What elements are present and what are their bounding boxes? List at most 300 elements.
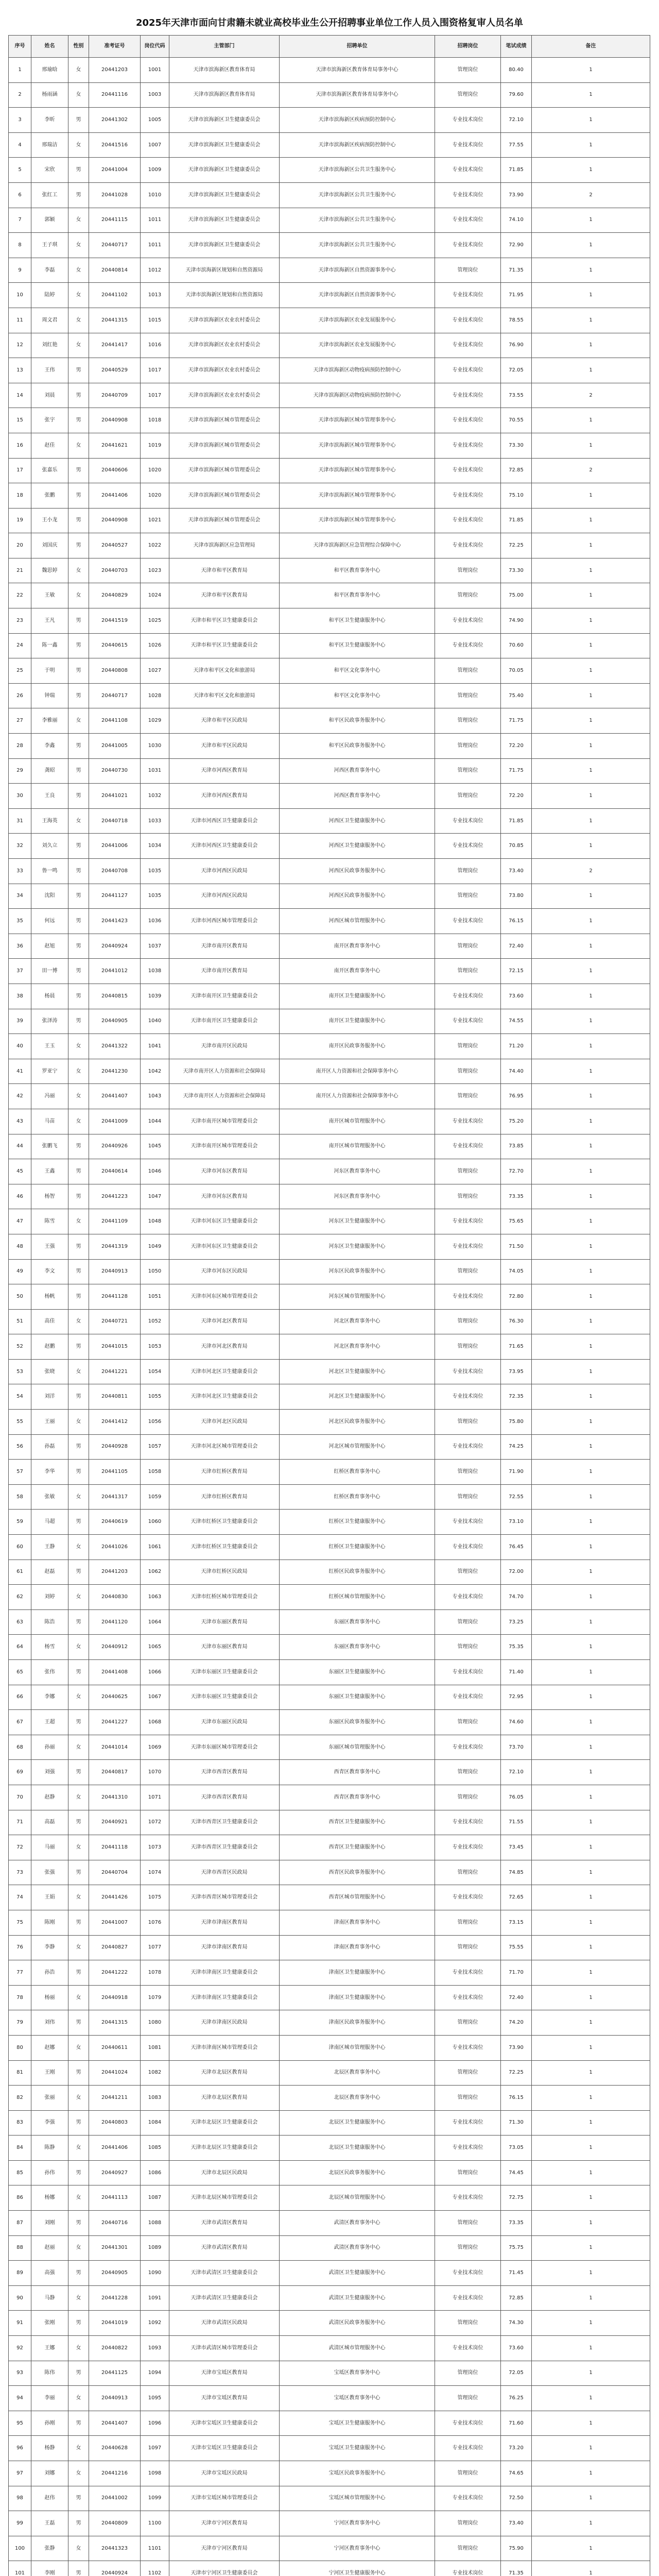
row-name: 李文 bbox=[31, 1259, 68, 1284]
row-index: 61 bbox=[9, 1560, 31, 1585]
row-name: 马超 bbox=[31, 1510, 68, 1535]
table-row bbox=[9, 884, 650, 909]
table-row bbox=[9, 2035, 650, 2060]
table-row bbox=[9, 433, 650, 458]
table-row bbox=[9, 1560, 650, 1585]
row-index: 1 bbox=[9, 58, 31, 83]
row-score: 75.40 bbox=[501, 683, 532, 708]
row-index: 30 bbox=[9, 784, 31, 809]
row-position: 专业技术岗位 bbox=[435, 1510, 501, 1535]
row-department: 天津市东丽区教育局 bbox=[169, 1635, 280, 1660]
row-name: 王超 bbox=[31, 1710, 68, 1735]
table-row bbox=[9, 658, 650, 684]
row-employer: 津南区卫生健康服务中心 bbox=[280, 1960, 435, 1986]
row-index: 9 bbox=[9, 258, 31, 283]
table-row bbox=[9, 2536, 650, 2561]
row-index: 68 bbox=[9, 1735, 31, 1760]
row-index: 92 bbox=[9, 2336, 31, 2361]
row-score: 73.80 bbox=[501, 884, 532, 909]
row-index: 17 bbox=[9, 458, 31, 483]
row-employer: 河西区城市管理服务中心 bbox=[280, 909, 435, 934]
row-position: 管理岗位 bbox=[435, 1084, 501, 1109]
row-index: 96 bbox=[9, 2436, 31, 2461]
row-post-code: 1036 bbox=[141, 909, 169, 934]
row-exam-number: 20441109 bbox=[89, 1209, 141, 1234]
row-gender: 男 bbox=[68, 1384, 89, 1410]
row-position: 管理岗位 bbox=[435, 1785, 501, 1810]
row-gender: 男 bbox=[68, 909, 89, 934]
row-gender: 男 bbox=[68, 358, 89, 383]
row-index: 3 bbox=[9, 108, 31, 133]
row-index: 97 bbox=[9, 2461, 31, 2486]
row-position: 专业技术岗位 bbox=[435, 1384, 501, 1410]
table-row bbox=[9, 458, 650, 483]
row-name: 田一博 bbox=[31, 959, 68, 984]
row-exam-number: 20441007 bbox=[89, 1910, 141, 1935]
row-employer: 宝坻区教育事务中心 bbox=[280, 2361, 435, 2386]
row-position: 管理岗位 bbox=[435, 734, 501, 759]
row-gender: 女 bbox=[68, 1359, 89, 1384]
row-remark: 1 bbox=[532, 2311, 650, 2336]
row-name: 赵旭 bbox=[31, 934, 68, 959]
row-employer: 宝坻区卫生健康服务中心 bbox=[280, 2436, 435, 2461]
row-name: 赵佳 bbox=[31, 433, 68, 458]
row-remark: 1 bbox=[532, 1359, 650, 1384]
row-gender: 男 bbox=[68, 383, 89, 408]
row-department: 天津市西青区城市管理委员会 bbox=[169, 1885, 280, 1910]
table-row bbox=[9, 1810, 650, 1835]
row-name: 杨雨涵 bbox=[31, 82, 68, 108]
row-employer: 西青区教育事务中心 bbox=[280, 1785, 435, 1810]
table-row bbox=[9, 2010, 650, 2036]
row-name: 王丽 bbox=[31, 1410, 68, 1435]
row-gender: 男 bbox=[68, 182, 89, 208]
table-row bbox=[9, 1885, 650, 1910]
row-gender: 男 bbox=[68, 1159, 89, 1184]
row-exam-number: 20440924 bbox=[89, 934, 141, 959]
table-row bbox=[9, 2136, 650, 2161]
row-remark: 1 bbox=[532, 834, 650, 859]
row-exam-number: 20440619 bbox=[89, 1510, 141, 1535]
row-name: 刘红艳 bbox=[31, 333, 68, 358]
row-post-code: 1029 bbox=[141, 708, 169, 734]
candidate-table bbox=[8, 35, 650, 2576]
row-exam-number: 20441002 bbox=[89, 2486, 141, 2511]
row-post-code: 1028 bbox=[141, 683, 169, 708]
row-post-code: 1042 bbox=[141, 1059, 169, 1084]
row-position: 管理岗位 bbox=[435, 1460, 501, 1485]
row-gender: 女 bbox=[68, 1935, 89, 1960]
row-position: 专业技术岗位 bbox=[435, 158, 501, 183]
row-employer: 东丽区卫生健康服务中心 bbox=[280, 1685, 435, 1710]
row-department: 天津市和平区卫生健康委员会 bbox=[169, 633, 280, 658]
row-index: 7 bbox=[9, 208, 31, 233]
row-remark: 1 bbox=[532, 1209, 650, 1234]
row-index: 86 bbox=[9, 2185, 31, 2211]
row-department: 天津市宁河区教育局 bbox=[169, 2536, 280, 2561]
row-post-code: 1047 bbox=[141, 1184, 169, 1209]
row-department: 天津市红桥区民政局 bbox=[169, 1560, 280, 1585]
row-post-code: 1048 bbox=[141, 1209, 169, 1234]
row-employer: 河西区民政事务服务中心 bbox=[280, 884, 435, 909]
row-post-code: 1035 bbox=[141, 859, 169, 884]
row-department: 天津市津南区教育局 bbox=[169, 1935, 280, 1960]
row-employer: 天津市滨海新区自然资源事务中心 bbox=[280, 258, 435, 283]
row-position: 管理岗位 bbox=[435, 1410, 501, 1435]
row-score: 73.30 bbox=[501, 433, 532, 458]
row-score: 72.70 bbox=[501, 1159, 532, 1184]
row-post-code: 1069 bbox=[141, 1735, 169, 1760]
header-post-code: 岗位代码 bbox=[141, 36, 169, 58]
table-row bbox=[9, 1985, 650, 2010]
row-department: 天津市和平区文化和旅游局 bbox=[169, 683, 280, 708]
row-name: 宋欣 bbox=[31, 158, 68, 183]
row-post-code: 1061 bbox=[141, 1535, 169, 1560]
row-index: 54 bbox=[9, 1384, 31, 1410]
row-exam-number: 20440614 bbox=[89, 1159, 141, 1184]
row-name: 魏思婷 bbox=[31, 558, 68, 583]
row-gender: 男 bbox=[68, 1234, 89, 1259]
row-post-code: 1020 bbox=[141, 458, 169, 483]
row-employer: 天津市滨海新区公共卫生服务中心 bbox=[280, 233, 435, 258]
row-post-code: 1007 bbox=[141, 132, 169, 158]
row-exam-number: 20441024 bbox=[89, 2060, 141, 2086]
row-remark: 1 bbox=[532, 1935, 650, 1960]
row-gender: 男 bbox=[68, 2010, 89, 2036]
header-remark: 备注 bbox=[532, 36, 650, 58]
row-gender: 男 bbox=[68, 1009, 89, 1034]
row-exam-number: 20441116 bbox=[89, 82, 141, 108]
row-name: 马静 bbox=[31, 2285, 68, 2311]
row-score: 72.55 bbox=[501, 1484, 532, 1510]
row-exam-number: 20441417 bbox=[89, 333, 141, 358]
row-score: 76.25 bbox=[501, 2386, 532, 2411]
table-row bbox=[9, 1860, 650, 1885]
row-gender: 男 bbox=[68, 984, 89, 1009]
row-remark: 1 bbox=[532, 1910, 650, 1935]
row-department: 天津市西青区民政局 bbox=[169, 1860, 280, 1885]
row-score: 71.95 bbox=[501, 283, 532, 308]
row-employer: 西青区卫生健康服务中心 bbox=[280, 1810, 435, 1835]
table-row bbox=[9, 158, 650, 183]
row-name: 钟瑞 bbox=[31, 683, 68, 708]
row-remark: 1 bbox=[532, 2185, 650, 2211]
row-post-code: 1089 bbox=[141, 2235, 169, 2261]
table-row bbox=[9, 2486, 650, 2511]
table-row bbox=[9, 483, 650, 509]
row-department: 天津市南开区卫生健康委员会 bbox=[169, 1009, 280, 1034]
row-name: 李刚 bbox=[31, 2561, 68, 2576]
row-department: 天津市宁河区卫生健康委员会 bbox=[169, 2561, 280, 2576]
table-row bbox=[9, 108, 650, 133]
row-exam-number: 20441519 bbox=[89, 608, 141, 634]
row-position: 管理岗位 bbox=[435, 2536, 501, 2561]
row-score: 72.15 bbox=[501, 959, 532, 984]
table-row bbox=[9, 1410, 650, 1435]
row-score: 75.35 bbox=[501, 1635, 532, 1660]
row-position: 管理岗位 bbox=[435, 1059, 501, 1084]
row-score: 71.60 bbox=[501, 2411, 532, 2436]
row-employer: 和平区民政事务服务中心 bbox=[280, 708, 435, 734]
row-post-code: 1090 bbox=[141, 2261, 169, 2286]
row-index: 18 bbox=[9, 483, 31, 509]
row-score: 75.55 bbox=[501, 1935, 532, 1960]
row-exam-number: 20441118 bbox=[89, 1835, 141, 1860]
row-name: 陈伟 bbox=[31, 2361, 68, 2386]
row-post-code: 1099 bbox=[141, 2486, 169, 2511]
row-name: 张静 bbox=[31, 2536, 68, 2561]
row-index: 78 bbox=[9, 1985, 31, 2010]
row-employer: 红桥区卫生健康服务中心 bbox=[280, 1510, 435, 1535]
row-employer: 宝坻区城市管理服务中心 bbox=[280, 2486, 435, 2511]
row-department: 天津市北辰区卫生健康委员会 bbox=[169, 2136, 280, 2161]
table-row bbox=[9, 1334, 650, 1360]
row-post-code: 1082 bbox=[141, 2060, 169, 2086]
row-index: 35 bbox=[9, 909, 31, 934]
row-employer: 河北区教育事务中心 bbox=[280, 1309, 435, 1334]
row-exam-number: 20441222 bbox=[89, 1960, 141, 1986]
row-index: 74 bbox=[9, 1885, 31, 1910]
row-index: 56 bbox=[9, 1434, 31, 1460]
row-exam-number: 20440704 bbox=[89, 1860, 141, 1885]
table-row bbox=[9, 308, 650, 333]
row-exam-number: 20441009 bbox=[89, 1109, 141, 1134]
row-index: 20 bbox=[9, 533, 31, 558]
row-department: 天津市河北区城市管理委员会 bbox=[169, 1434, 280, 1460]
row-remark: 1 bbox=[532, 2136, 650, 2161]
row-name: 李鑫 bbox=[31, 734, 68, 759]
row-exam-number: 20441115 bbox=[89, 208, 141, 233]
row-position: 专业技术岗位 bbox=[435, 533, 501, 558]
row-employer: 河东区卫生健康服务中心 bbox=[280, 1209, 435, 1234]
row-employer: 红桥区教育事务中心 bbox=[280, 1484, 435, 1510]
row-department: 天津市河东区教育局 bbox=[169, 1184, 280, 1209]
row-post-code: 1063 bbox=[141, 1585, 169, 1610]
row-department: 天津市滨海新区卫生健康委员会 bbox=[169, 208, 280, 233]
row-position: 管理岗位 bbox=[435, 1710, 501, 1735]
row-name: 刘洋 bbox=[31, 1384, 68, 1410]
row-remark: 1 bbox=[532, 2486, 650, 2511]
row-gender: 男 bbox=[68, 2160, 89, 2185]
row-remark: 2 bbox=[532, 383, 650, 408]
row-gender: 男 bbox=[68, 633, 89, 658]
row-exam-number: 20441004 bbox=[89, 158, 141, 183]
row-score: 72.40 bbox=[501, 934, 532, 959]
row-index: 85 bbox=[9, 2160, 31, 2185]
row-exam-number: 20440829 bbox=[89, 583, 141, 608]
row-remark: 2 bbox=[532, 859, 650, 884]
row-remark: 1 bbox=[532, 108, 650, 133]
row-index: 53 bbox=[9, 1359, 31, 1384]
row-index: 98 bbox=[9, 2486, 31, 2511]
row-index: 12 bbox=[9, 333, 31, 358]
row-index: 33 bbox=[9, 859, 31, 884]
row-score: 76.95 bbox=[501, 1084, 532, 1109]
row-gender: 女 bbox=[68, 1410, 89, 1435]
row-employer: 津南区教育事务中心 bbox=[280, 1910, 435, 1935]
row-exam-number: 20440716 bbox=[89, 2211, 141, 2236]
row-department: 天津市红桥区卫生健康委员会 bbox=[169, 1535, 280, 1560]
row-score: 73.30 bbox=[501, 558, 532, 583]
row-remark: 1 bbox=[532, 1510, 650, 1535]
row-position: 管理岗位 bbox=[435, 934, 501, 959]
row-score: 72.95 bbox=[501, 1685, 532, 1710]
row-name: 李磊 bbox=[31, 258, 68, 283]
row-position: 管理岗位 bbox=[435, 258, 501, 283]
row-position: 管理岗位 bbox=[435, 558, 501, 583]
row-post-code: 1100 bbox=[141, 2511, 169, 2536]
row-gender: 女 bbox=[68, 1109, 89, 1134]
row-score: 73.70 bbox=[501, 1735, 532, 1760]
row-gender: 男 bbox=[68, 758, 89, 784]
row-name: 张宇 bbox=[31, 408, 68, 433]
row-department: 天津市津南区民政局 bbox=[169, 2010, 280, 2036]
row-score: 75.10 bbox=[501, 483, 532, 509]
row-employer: 天津市滨海新区疾病预防控制中心 bbox=[280, 132, 435, 158]
row-remark: 1 bbox=[532, 2461, 650, 2486]
row-position: 专业技术岗位 bbox=[435, 408, 501, 433]
row-score: 78.55 bbox=[501, 308, 532, 333]
row-position: 管理岗位 bbox=[435, 58, 501, 83]
row-employer: 南开区民政事务服务中心 bbox=[280, 1034, 435, 1059]
row-name: 王伟 bbox=[31, 358, 68, 383]
row-post-code: 1094 bbox=[141, 2361, 169, 2386]
row-index: 2 bbox=[9, 82, 31, 108]
row-name: 邢瑞洁 bbox=[31, 132, 68, 158]
row-employer: 宝坻区民政事务服务中心 bbox=[280, 2461, 435, 2486]
row-index: 4 bbox=[9, 132, 31, 158]
row-department: 天津市滨海新区城市管理委员会 bbox=[169, 408, 280, 433]
row-remark: 1 bbox=[532, 959, 650, 984]
row-employer: 天津市滨海新区城市管理事务中心 bbox=[280, 408, 435, 433]
row-gender: 女 bbox=[68, 433, 89, 458]
row-employer: 北辰区卫生健康服务中心 bbox=[280, 2136, 435, 2161]
row-name: 孙刚 bbox=[31, 2411, 68, 2436]
row-department: 天津市津南区教育局 bbox=[169, 1910, 280, 1935]
row-position: 管理岗位 bbox=[435, 2086, 501, 2111]
row-score: 73.85 bbox=[501, 1134, 532, 1159]
row-department: 天津市南开区人力资源和社会保障局 bbox=[169, 1059, 280, 1084]
row-name: 刘伟 bbox=[31, 2010, 68, 2036]
row-employer: 南开区教育事务中心 bbox=[280, 934, 435, 959]
row-post-code: 1062 bbox=[141, 1560, 169, 1585]
row-remark: 1 bbox=[532, 1560, 650, 1585]
row-remark: 1 bbox=[532, 1259, 650, 1284]
row-score: 71.20 bbox=[501, 1034, 532, 1059]
row-gender: 女 bbox=[68, 333, 89, 358]
row-position: 管理岗位 bbox=[435, 658, 501, 684]
row-score: 72.40 bbox=[501, 1985, 532, 2010]
row-score: 71.35 bbox=[501, 258, 532, 283]
table-row bbox=[9, 959, 650, 984]
table-row bbox=[9, 1660, 650, 1685]
row-post-code: 1088 bbox=[141, 2211, 169, 2236]
row-gender: 女 bbox=[68, 208, 89, 233]
row-index: 29 bbox=[9, 758, 31, 784]
row-post-code: 1066 bbox=[141, 1660, 169, 1685]
row-department: 天津市和平区卫生健康委员会 bbox=[169, 608, 280, 634]
row-position: 管理岗位 bbox=[435, 859, 501, 884]
row-name: 王鑫 bbox=[31, 1159, 68, 1184]
row-remark: 1 bbox=[532, 1059, 650, 1084]
row-employer: 西青区民政事务服务中心 bbox=[280, 1860, 435, 1885]
row-employer: 南开区城市管理服务中心 bbox=[280, 1134, 435, 1159]
row-index: 67 bbox=[9, 1710, 31, 1735]
row-index: 46 bbox=[9, 1184, 31, 1209]
row-name: 王磊 bbox=[31, 2511, 68, 2536]
row-post-code: 1067 bbox=[141, 1685, 169, 1710]
row-remark: 1 bbox=[532, 258, 650, 283]
row-index: 38 bbox=[9, 984, 31, 1009]
table-row bbox=[9, 2511, 650, 2536]
row-exam-number: 20441319 bbox=[89, 1234, 141, 1259]
row-name: 王子琪 bbox=[31, 233, 68, 258]
row-position: 管理岗位 bbox=[435, 1935, 501, 1960]
row-remark: 1 bbox=[532, 2411, 650, 2436]
row-remark: 1 bbox=[532, 2261, 650, 2286]
row-position: 专业技术岗位 bbox=[435, 2285, 501, 2311]
row-employer: 天津市滨海新区教育体育局事务中心 bbox=[280, 58, 435, 83]
row-score: 73.35 bbox=[501, 1184, 532, 1209]
row-position: 管理岗位 bbox=[435, 2060, 501, 2086]
row-position: 专业技术岗位 bbox=[435, 2110, 501, 2136]
row-post-code: 1064 bbox=[141, 1609, 169, 1635]
row-remark: 1 bbox=[532, 558, 650, 583]
row-score: 70.05 bbox=[501, 658, 532, 684]
row-remark: 1 bbox=[532, 433, 650, 458]
row-post-code: 1022 bbox=[141, 533, 169, 558]
row-exam-number: 20441412 bbox=[89, 1410, 141, 1435]
row-department: 天津市和平区民政局 bbox=[169, 708, 280, 734]
table-row bbox=[9, 1359, 650, 1384]
row-score: 72.25 bbox=[501, 533, 532, 558]
row-remark: 1 bbox=[532, 1134, 650, 1159]
row-index: 40 bbox=[9, 1034, 31, 1059]
row-name: 王良 bbox=[31, 784, 68, 809]
row-department: 天津市和平区民政局 bbox=[169, 734, 280, 759]
row-position: 专业技术岗位 bbox=[435, 1885, 501, 1910]
row-department: 天津市河东区教育局 bbox=[169, 1159, 280, 1184]
row-remark: 1 bbox=[532, 1710, 650, 1735]
row-employer: 天津市滨海新区疾病预防控制中心 bbox=[280, 108, 435, 133]
header-employer: 招聘单位 bbox=[280, 36, 435, 58]
table-row bbox=[9, 1434, 650, 1460]
row-remark: 1 bbox=[532, 784, 650, 809]
row-position: 管理岗位 bbox=[435, 708, 501, 734]
row-remark: 1 bbox=[532, 2211, 650, 2236]
table-row bbox=[9, 1309, 650, 1334]
row-index: 55 bbox=[9, 1410, 31, 1435]
row-gender: 男 bbox=[68, 533, 89, 558]
row-index: 65 bbox=[9, 1660, 31, 1685]
row-position: 管理岗位 bbox=[435, 683, 501, 708]
table-row bbox=[9, 1284, 650, 1310]
row-gender: 女 bbox=[68, 808, 89, 834]
row-position: 专业技术岗位 bbox=[435, 1109, 501, 1134]
row-position: 专业技术岗位 bbox=[435, 2261, 501, 2286]
row-employer: 河北区民政事务服务中心 bbox=[280, 1410, 435, 1435]
row-position: 专业技术岗位 bbox=[435, 2436, 501, 2461]
row-department: 天津市宝坻区卫生健康委员会 bbox=[169, 2411, 280, 2436]
row-gender: 女 bbox=[68, 1484, 89, 1510]
row-department: 天津市滨海新区城市管理委员会 bbox=[169, 508, 280, 533]
row-employer: 北辰区城市管理服务中心 bbox=[280, 2185, 435, 2211]
row-gender: 女 bbox=[68, 2285, 89, 2311]
row-position: 管理岗位 bbox=[435, 1635, 501, 1660]
row-employer: 天津市滨海新区公共卫生服务中心 bbox=[280, 182, 435, 208]
row-gender: 男 bbox=[68, 683, 89, 708]
row-index: 14 bbox=[9, 383, 31, 408]
